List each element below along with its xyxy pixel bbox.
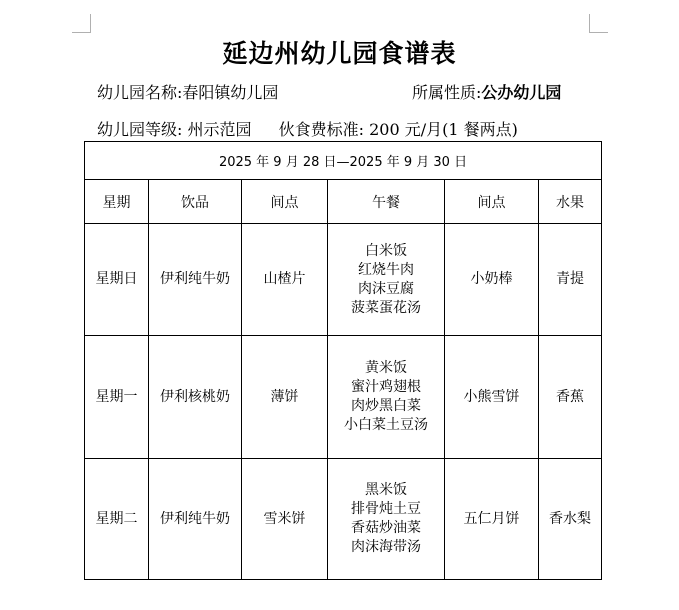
- lunch-item: 小白菜土豆汤: [344, 417, 428, 433]
- kindergarten-name-value: 春阳镇幼儿园: [182, 83, 279, 102]
- snack-morning-cell: 山楂片: [242, 224, 328, 336]
- snack-afternoon-cell: 小奶棒: [445, 224, 539, 336]
- header-fruit: 水果: [539, 180, 602, 224]
- lunch-item: 黄米饭: [365, 360, 407, 376]
- lunch-item: 黑米饭: [365, 482, 407, 498]
- drink-cell: 伊利纯牛奶: [149, 224, 242, 336]
- meal-fee-value: 200 元/月(1 餐两点): [369, 120, 518, 139]
- document-title: 延边州幼儿园食谱表: [222, 39, 457, 68]
- header-weekday: 星期: [85, 180, 149, 224]
- lunch-item: 白米饭: [365, 242, 407, 259]
- table-row: [85, 336, 602, 459]
- table-row: [85, 459, 602, 580]
- kindergarten-grade-label: 幼儿园等级:: [97, 120, 183, 139]
- kindergarten-nature-line: [412, 80, 561, 103]
- kindergarten-nature-label: 所属性质:: [412, 83, 482, 102]
- lunch-item: 排骨炖土豆: [351, 501, 421, 517]
- weekday-cell: 星期一: [85, 336, 149, 459]
- page-corner-mark-left: [72, 14, 91, 33]
- kindergarten-name-label: 幼儿园名称:: [97, 83, 183, 102]
- date-range-cell: 2025 年 9 月 28 日—2025 年 9 月 30 日: [85, 142, 602, 180]
- weekday-cell: 星期二: [85, 459, 149, 580]
- date-range-row: [85, 142, 602, 180]
- snack-afternoon-cell: 小熊雪饼: [445, 336, 539, 459]
- drink-cell: 伊利核桃奶: [149, 336, 242, 459]
- lunch-item: 肉沫海带汤: [351, 539, 421, 555]
- drink-cell: 伊利纯牛奶: [149, 459, 242, 580]
- fruit-cell: 青提: [539, 224, 602, 336]
- lunch-cell: [328, 224, 445, 336]
- lunch-item: 肉沫豆腐: [358, 280, 414, 297]
- lunch-item: 肉炒黑白菜: [351, 398, 421, 414]
- header-snack-afternoon: 间点: [445, 180, 539, 224]
- meal-fee-label: 伙食费标准:: [278, 120, 365, 139]
- kindergarten-nature-value: 公办幼儿园: [481, 83, 562, 102]
- header-lunch: 午餐: [328, 180, 445, 224]
- lunch-item: 菠菜蛋花汤: [351, 299, 421, 316]
- lunch-item: 蜜汁鸡翅根: [351, 379, 421, 395]
- fruit-cell: 香蕉: [539, 336, 602, 459]
- header-row: [85, 180, 602, 224]
- lunch-item: 香菇炒油菜: [351, 520, 421, 536]
- kindergarten-name-line: [97, 80, 278, 103]
- page-corner-mark-right: [589, 14, 608, 33]
- header-snack-morning: 间点: [242, 180, 328, 224]
- snack-morning-cell: 雪米饼: [242, 459, 328, 580]
- header-drink: 饮品: [149, 180, 242, 224]
- fruit-cell: 香水梨: [539, 459, 602, 580]
- grade-fee-line: [97, 117, 518, 140]
- snack-afternoon-cell: 五仁月饼: [445, 459, 539, 580]
- kindergarten-grade-value: 州示范园: [187, 120, 252, 139]
- table-row: [85, 224, 602, 336]
- lunch-item: 红烧牛肉: [358, 261, 414, 278]
- lunch-cell: [328, 459, 445, 580]
- lunch-cell: [328, 336, 445, 459]
- snack-morning-cell: 薄饼: [242, 336, 328, 459]
- weekday-cell: 星期日: [85, 224, 149, 336]
- menu-table: [84, 141, 602, 580]
